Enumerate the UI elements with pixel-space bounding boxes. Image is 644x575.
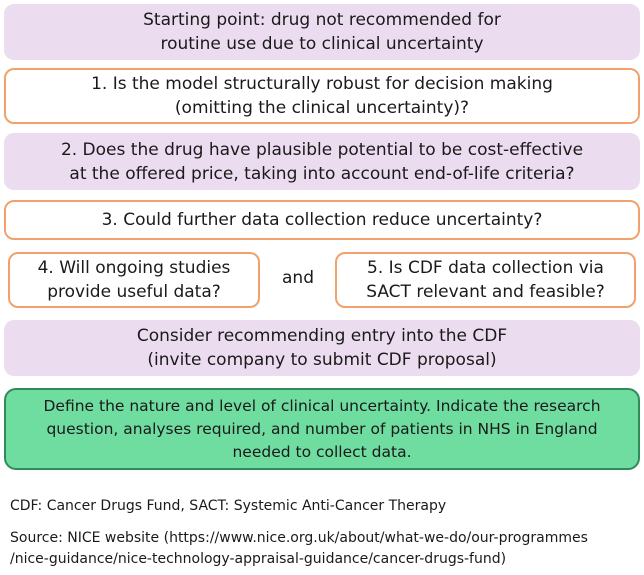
- source-note: Source: NICE website (https://www.nice.org.uk/about/what-we-do/our-programmes /nice-guidance/nice-technology-appraisal-guidance/cancer-drugs-fund): [10, 530, 588, 567]
- consider-box: Consider recommending entry into the CDF (invite company to submit CDF proposal): [4, 320, 640, 376]
- and-connector: and: [282, 268, 314, 288]
- question-5-box: 5. Is CDF data collection via SACT relevant and feasible?: [335, 252, 636, 308]
- question-1-box: 1. Is the model structurally robust for decision making (omitting the clinical uncertainty)?: [4, 68, 640, 124]
- define-box: Define the nature and level of clinical uncertainty. Indicate the research question, analyses required, and number of patients in NHS in England needed to collect data.: [4, 388, 640, 470]
- question-4-box: 4. Will ongoing studies provide useful data?: [8, 252, 260, 308]
- question-3-box: 3. Could further data collection reduce uncertainty?: [4, 200, 640, 240]
- abbreviations-note: CDF: Cancer Drugs Fund, SACT: Systemic Anti-Cancer Therapy: [10, 498, 447, 514]
- question-2-box: 2. Does the drug have plausible potential to be cost-effective at the offered price, taking into account end-of-life criteria?: [4, 133, 640, 190]
- start-box: Starting point: drug not recommended for routine use due to clinical uncertainty: [4, 4, 640, 60]
